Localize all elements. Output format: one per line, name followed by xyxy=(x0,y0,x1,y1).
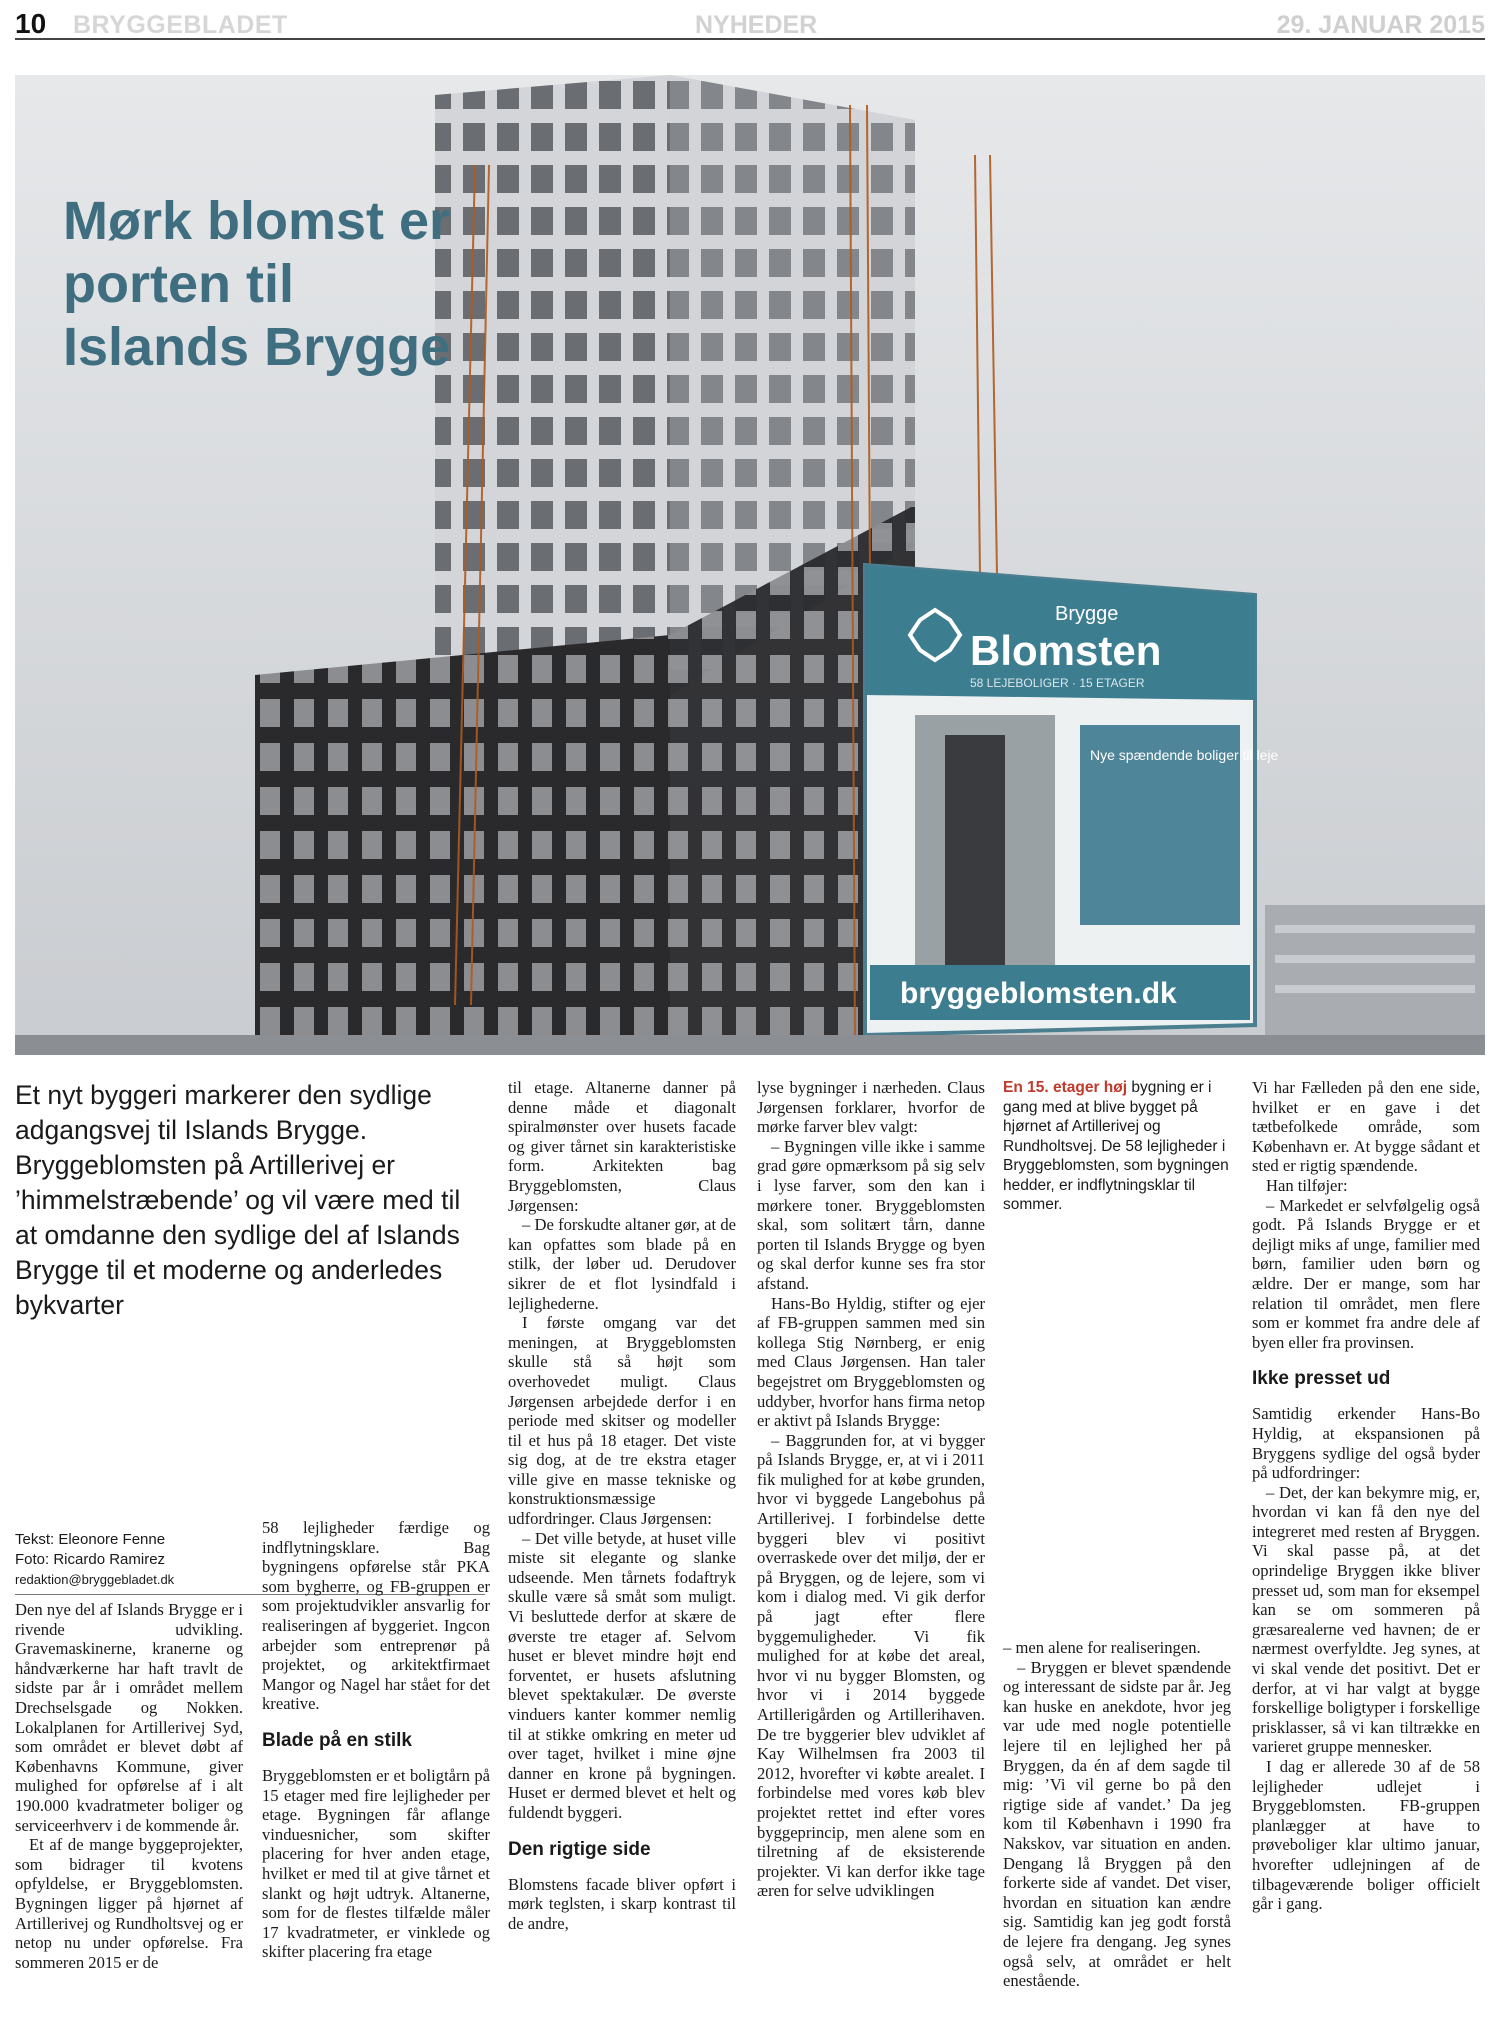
article-column-2 xyxy=(262,1518,490,1962)
paragraph: I første omgang var det meningen, at Bryggeblomsten skulle stå så højt som overhovedet muligt. Claus Jørgensen arbejdede derfor i en periode med skitser og modeller til et hus på 18 etager. Det viste sig dog, at de tre ekstra etager ville give en masse tekniske og konstruktionsmæssige udfordringer. Claus Jørgensen: xyxy=(508,1313,736,1529)
paragraph: Samtidig erkender Hans-Bo Hyldig, at ekspansionen på Bryggens sydlige del også byder på udfordringer: xyxy=(1252,1404,1480,1483)
article-column-5-continued xyxy=(1003,1638,1231,1991)
fact-box-highlight: En 15. etager høj xyxy=(1003,1079,1128,1096)
publication-name: BRYGGEBLADET xyxy=(73,11,288,39)
billboard xyxy=(865,565,1279,1035)
article-photo xyxy=(15,75,1485,1055)
paragraph: – Det, der kan bekymre mig, er, hvordan vi kan få den nye del integreret med resten af Bryggen. Vi skal passe på, at det oprindelige Bryggen ikke bliver presset ud, som man for eksempel kan se om sommeren på græsarealerne ved havnen; de er nærmest overfyldte. Jeg synes, at vi skal vende det positivt. Det er derfor, at vi har valgt at bygge forskellige boligtyper i forskellige prisklasser, så vi kan tiltrække en varieret gruppe mennesker. xyxy=(1252,1482,1480,1757)
paragraph: 58 lejligheder færdige og indflytningsklare. Bag bygningens opførelse står PKA som bygherre, og FB-gruppen er som projektudvikler ansvarlig for realiseringen af byggeriet. Ingcon arbejder som entreprenør på projektet, og arkitektfirmaet Mangor og Nagel har stået for det kreative. xyxy=(262,1518,490,1714)
paragraph: I dag er allerede 30 af de 58 lejligheder udlejet i Bryggeblomsten. FB-gruppen planlægger at have to prøveboliger klar ultimo januar, hvorefter udlejningen af de tilbageværende boliger officielt går i gang. xyxy=(1252,1757,1480,1914)
subheading: Blade på en stilk xyxy=(262,1729,412,1751)
subheading: Den rigtige side xyxy=(508,1838,651,1860)
article-column-5 xyxy=(1003,1078,1231,1215)
page-number: 10 xyxy=(15,8,47,39)
paragraph: – De forskudte altaner gør, at de kan opfattes som blade på en stilk, der løber ud. Derudover sikrer de et flot lysindfald i lejlighederne. xyxy=(508,1215,736,1313)
billboard-url: bryggeblomsten.dk xyxy=(900,977,1177,1010)
page-header xyxy=(15,10,1485,40)
article-headline: Mørk blomst er porten til Islands Brygge xyxy=(63,191,451,377)
billboard-sub: 58 LEJEBOLIGER · 15 ETAGER xyxy=(970,676,1145,690)
paragraph: Vi har Fælleden på den ene side, hvilket er en gave i det tætbefolkede område, som København er. At bygge sådant et sted er rigtig spændende. xyxy=(1252,1078,1480,1176)
article-column-4 xyxy=(757,1078,985,1901)
billboard-name: Blomsten xyxy=(970,627,1162,674)
paragraph: Han tilføjer: xyxy=(1266,1175,1348,1195)
article-column-1 xyxy=(15,1600,243,1972)
paragraph: – Baggrunden for, at vi bygger på Islands Brygge, er, at vi i 2011 fik mulighed for at købe grunden, hvor vi byggede Langebohus på Artillerivej. I forbindelse dette byggeri blev vi positivt overraskede over det miljø, der er på Bryggen, og de lejere, som vi kom i dialog med. Vi gik derfor på jagt efter flere byggemuligheder. Vi fik mulighed for at købe det areal, hvor vi nu bygger Blomsten, og hvor vi i 2014 byggede Artillerigården og Artillerihaven. De tre byggerier blev udviklet af Kay Wilhelmsen fra 2003 til 2012, hvorefter vi købte arealet. I forbindelse med vores køb blev projektet rettet ind efter vores byggeprincip, men alene som en tilretning af de eksisterende projekter. Vi kan derfor ikke tage æren for selve udviklingen xyxy=(757,1430,985,1901)
paragraph: Hans-Bo Hyldig, stifter og ejer af FB-gruppen sammen med sin kollega Stig Nørnberg, er enig med Claus Jørgensen. Han taler begejstret om Bryggeblomsten og uddyber, hvorfor hans firma netop er aktivt på Islands Brygge: xyxy=(757,1293,985,1431)
issue-date: 29. JANUAR 2015 xyxy=(1276,11,1485,39)
paragraph: Den nye del af Islands Brygge er i rivende udvikling. Gravemaskinerne, kranerne og håndværkerne har haft travlt de sidste par år i området mellem Drechselsgade og Nokken. Lokalplanen for Artillerivej Syd, som området er blevet døbt af Københavns Kommune, giver mulighed for opførelse af i alt 190.000 kvadratmeter boliger og serviceerhverv i de kommende år. xyxy=(15,1600,243,1835)
paragraph: – Bygningen ville ikke i samme grad gøre opmærksom på sig selv i lyse farver, som den kan i mørkere toner. Bryggeblomsten skal, som solitært tårn, danne porten til Islands Brygge og byen og skal derfor kunne ses fra stor afstand. xyxy=(757,1136,985,1293)
paragraph: til etage. Altanerne danner på denne måde et diagonalt spiralmønster over husets facade og giver tårnet sin karakteristiske form. Arkitekten bag Bryggeblomsten, Claus Jørgensen: xyxy=(508,1078,736,1215)
subheading: Ikke presset ud xyxy=(1252,1368,1391,1390)
text-credit: Tekst: Eleonore Fenne xyxy=(15,1531,166,1548)
billboard-tagline: Nye spændende boliger til leje xyxy=(1090,747,1279,763)
contact-email[interactable]: redaktion@bryggebladet.dk xyxy=(15,1572,175,1587)
article-column-3 xyxy=(508,1078,736,1933)
billboard-top: Brygge xyxy=(1055,603,1119,625)
paragraph: – Markedet er selvfølgelig også godt. På Islands Brygge er et dejligt miks af unge, familier med børn, familier uden børn og ældre. Der er mange, som har relation til området, men flere som er kommet fra andre dele af byen eller fra provinsen. xyxy=(1252,1195,1480,1352)
paragraph: – Bryggen er blevet spændende og interessant de sidste par år. Jeg kan huske en anekdote, hvor jeg var ude med nogle potentielle lejere til en lejlighed her på Bryggen, da én af dem sagde til mig: ’Vi vil gerne bo på den rigtige side af vandet.’ Da jeg kom til København i 1990 fra Nakskov, var situation en anden. Dengang lå Bryggen på den forkerte side af vandet. Det viser, hvordan en situation kan ændre sig. Samtidig kan jeg godt forstå de lejere fra dengang. Jeg synes også selv, at området er helt enestående. xyxy=(1003,1657,1231,1991)
paragraph: Et af de mange byggeprojekter, som bidrager til kvotens opfyldelse, er Bryggeblomsten. Bygningen ligger på hjørnet af Artillerivej og Rundholtsvej og er netop nu under opførelse. Fra sommeren 2015 er de xyxy=(15,1835,243,1972)
paragraph: lyse bygninger i nærheden. Claus Jørgensen forklarer, hvorfor de mørke farver blev valgt: xyxy=(757,1078,985,1137)
article-column-6 xyxy=(1252,1078,1480,1914)
paragraph: Blomstens facade bliver opført i mørk teglsten, i skarp kontrast til de andre, xyxy=(508,1874,736,1933)
lead-paragraph: Et nyt byggeri markerer den sydlige adgangsvej til Islands Brygge. Bryggeblomsten på Artillerivej er ’himmelstræbende’ og vil være med til at omdanne den sydlige del af Islands Brygge til et moderne og anderledes bykvarter xyxy=(15,1080,461,1320)
fact-box xyxy=(1003,1078,1231,1215)
photo-credit: Foto: Ricardo Ramirez xyxy=(15,1551,166,1568)
fact-box-text: bygning er i gang med at blive bygget på hjørnet af Artillerivej og Rundholtsvej. De 58 lejligheder i Bryggeblomsten, som bygningen hedder, er indflytningsklar til sommer. xyxy=(1003,1079,1229,1213)
paragraph: – men alene for realiseringen. xyxy=(1003,1638,1201,1657)
paragraph: – Det ville betyde, at huset ville miste sit elegante og slanke udseende. Men tårnets fodaftryk skulle være så småt som muligt. Vi besluttede derfor at skære de øverste tre etager af. Selvom huset er blevet mindre højt end forventet, er husets afslutning blevet spektakulær. De øverste vinduers kanter kommer nemlig til at stikke omkring en meter ud over taget, hvilket i mine øjne danner en krone på bygningen. Huset er dermed blevet et helt og fuldendt byggeri. xyxy=(508,1528,736,1822)
section-name: NYHEDER xyxy=(695,11,818,39)
paragraph: Bryggeblomsten er et boligtårn på 15 etager med fire lejligheder per etage. Bygningen får aflange vinduesnicher, som skifter placering for hver anden etage, hvilket er med til at give tårnet et slankt og højt udtryk. Altanerne, som for de flestes tilfælde måler 17 kvadratmeter, er vinklede og skifter placering fra etage xyxy=(262,1765,490,1962)
